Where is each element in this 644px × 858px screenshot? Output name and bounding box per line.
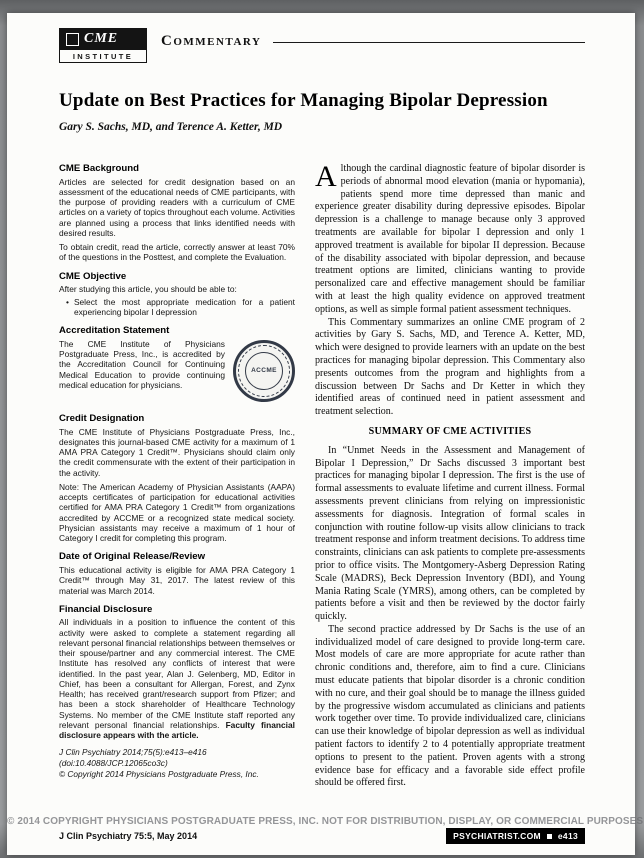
cme-objective-section [59, 271, 295, 317]
copyright-watermark: © 2014 COPYRIGHT PHYSICIANS POSTGRADUATE PRESS, INC. NOT FOR DISTRIBUTION, DISPLAY, OR COMMERCIAL PURPOSES [7, 816, 644, 827]
section-paragraph: The CME Institute of Physicians Postgraduate Press, Inc., is accredited by the Accreditation Council for Continuing Medical Education to provide continuing medical education for physicians. [59, 338, 225, 390]
section-paragraph: Note: The American Academy of Physician Assistants (AAPA) accepts certificates of participation for educational activities certified for AMA PRA Category 1 Credit™ from organizations accredited by ACCME or a recognized state medical society. Physician assistants may receive a maximum of 1 hour of Category I credit for completing this program. [59, 481, 295, 544]
section-label: Commentary [161, 33, 262, 49]
logo-institute-text: INSTITUTE [59, 50, 147, 63]
bullet-text: • Select the most appropriate medication for a patient experiencing bipolar I depression [73, 296, 295, 317]
journal-page [7, 13, 644, 855]
financial-disclosure-text [59, 617, 295, 740]
section-paragraph: Articles are selected for credit designation based on an assessment of the educational needs of CME participants, with the purpose of providing readers with a curriculum of CME articles on a variety of topics throughout each volume. Activities are planned using a process that links identified needs with desired results. [59, 176, 295, 238]
section-heading: Financial Disclosure [59, 603, 153, 615]
objective-bullet-item [59, 297, 295, 318]
section-heading: Accreditation Statement [59, 325, 170, 337]
section-heading: CME Objective [59, 270, 127, 282]
paragraph-text: lthough the cardinal diagnostic feature of bipolar disorder is periods of abnormal mood elevation (mania or hypomania), patients spend more time depressed than manic and experience greater disability during depressive episodes. Bipolar depression is a challenge to manage because only 3 approved treatments are available for bipolar I depression and only 1 approved treatment is available for bipolar II depression. Because of the disability associated with bipolar depression, and because treatment options are limited, clinicians wanting to provide personalized care and effective management should be familiar with at least the high quality evidence on approved treatment options, as well as simple formal patient assessment techniques. [315, 163, 585, 315]
page-content [7, 13, 644, 855]
section-paragraph: After studying this article, you should be able to: [59, 284, 237, 295]
credit-designation-section [59, 413, 295, 543]
article-paragraph [315, 160, 585, 317]
section-heading: Credit Designation [59, 412, 145, 424]
accme-seal-text: ACCME [251, 366, 277, 374]
page-header [59, 28, 585, 63]
journal-issue-label: J Clin Psychiatry 75:5, May 2014 [59, 831, 198, 841]
section-header-row [161, 33, 585, 50]
article-authors: Gary S. Sachs, MD, and Terence A. Ketter, MD [59, 121, 283, 133]
cme-info-column [59, 163, 295, 790]
logo-cme-text: CME [84, 31, 119, 46]
financial-disclosure-section [59, 604, 295, 741]
cme-institute-logo [59, 28, 147, 63]
article-paragraph: The second practice addressed by Dr Sachs is the use of an individualized model of care designed to provide long-term care. Most models of care are more appropriate for acute rather than chronic conditions and, therefore, aim to find a cure. Clinicians must educate patients that bipolar disorder is a chronic condition with no cure, and their goal should be to manage the illness guided by the progressive wisdom accumulated as clinicians and patients work together over time. To provide individualized care, clinicians can use their knowledge of bipolar depression as well as individual patient factors to identify 2 to 4 potentially appropriate treatment options to present to the patient. Proven agents with a strong evidence base for efficacy and a favorable side effect profile should be offered first. [315, 623, 585, 789]
article-paragraph: In “Unmet Needs in the Assessment and Management of Bipolar I Depression,” Dr Sachs discussed 3 important best practices for managing bipolar I depression. The first is the use of formal assessments to evaluate lifetime and current illness. Formal assessments prevent clinicians from relying on impressionistic assessments for diagnosis. Integration of formal scales in conjunction with routine follow-up visits allow clinicians to track treatment response and inform treatment decisions. To address time constraints, clinicians can ask patients to complete pre-assessments prior to office visits. The Montgomery-Asberg Depression Rating Scale (MADRS), Beck Depression Inventory (BDI), and Young Mania Rating Scale (YMRS), among others, can be completed by patients before a visit and then be reviewed by the doctor fairly quickly. [315, 444, 585, 623]
accme-seal [233, 340, 295, 402]
article-paragraph: This Commentary summarizes an online CME program of 2 activities by Gary S. Sachs, MD, and Terence A. Ketter, MD, which were designed to provide learners with an update on the best practices for managing bipolar depression. This Commentary also presents outcomes from the program and highlights from a discussion between Dr Sachs and Dr Ketter in which they identified areas of continued need in patient assessment and treatment selection. [315, 316, 585, 418]
section-heading: Date of Original Release/Review [59, 551, 206, 563]
site-label: PSYCHIATRIST.COM [453, 831, 541, 841]
page-number: e413 [557, 831, 578, 841]
article-title: Update on Best Practices for Managing Bipolar Depression [59, 90, 548, 111]
journal-citation-block [59, 747, 295, 779]
accreditation-section [59, 325, 295, 405]
header-rule [273, 42, 585, 44]
logo-top-bar [59, 28, 147, 50]
section-paragraph: To obtain credit, read the article, correctly answer at least 70% of the questions in the Posttest, and complete the Evaluation. [59, 242, 295, 263]
financial-bold-note: Faculty financial disclosure appears with the article. [59, 719, 295, 741]
section-heading: CME Background [59, 163, 139, 174]
dropcap-letter: A [315, 160, 337, 193]
summary-heading: SUMMARY OF CME ACTIVITIES [368, 425, 532, 437]
citation-line: (doi:10.4088/JCP.12065co3c) [59, 758, 168, 769]
article-body-column [315, 160, 585, 790]
cme-background-section [59, 163, 295, 263]
psychiatrist-com-badge [446, 828, 585, 844]
citation-line: J Clin Psychiatry 2014;75(5):e413–e416 [59, 747, 207, 758]
financial-body: All individuals in a position to influence the content of this activity were asked to complete a statement regarding all relevant personal financial relationships between themselves or their spouse/partner and any commercial interest. The CME Institute has resolved any conflicts of interest that were identified. In the past year, Alan J. Gelenberg, MD, Editor in Chief, has been a consultant for Allergan, Forest, and Zynx Health; has received grant/research support from Pfizer; and has been a stock shareholder of Healthcare Technology Systems. No member of the CME Institute staff reported any relevant personal financial relationships. [59, 617, 295, 730]
square-separator-icon [547, 834, 552, 839]
logo-square-icon [66, 33, 79, 46]
citation-line: © Copyright 2014 Physicians Postgraduate Press, Inc. [59, 769, 259, 780]
section-paragraph: This educational activity is eligible for AMA PRA Category 1 Credit™ through May 31, 2017. The latest review of this material was March 2014. [59, 565, 295, 596]
section-paragraph: The CME Institute of Physicians Postgraduate Press, Inc., designates this journal-based CME activity for a maximum of 1 AMA PRA Category 1 Credit™. Physicians should claim only the credit commensurate with the extent of their participation in the activity. [59, 426, 295, 478]
page-footer [59, 828, 585, 844]
two-column-layout [59, 160, 585, 790]
release-review-section [59, 551, 295, 595]
